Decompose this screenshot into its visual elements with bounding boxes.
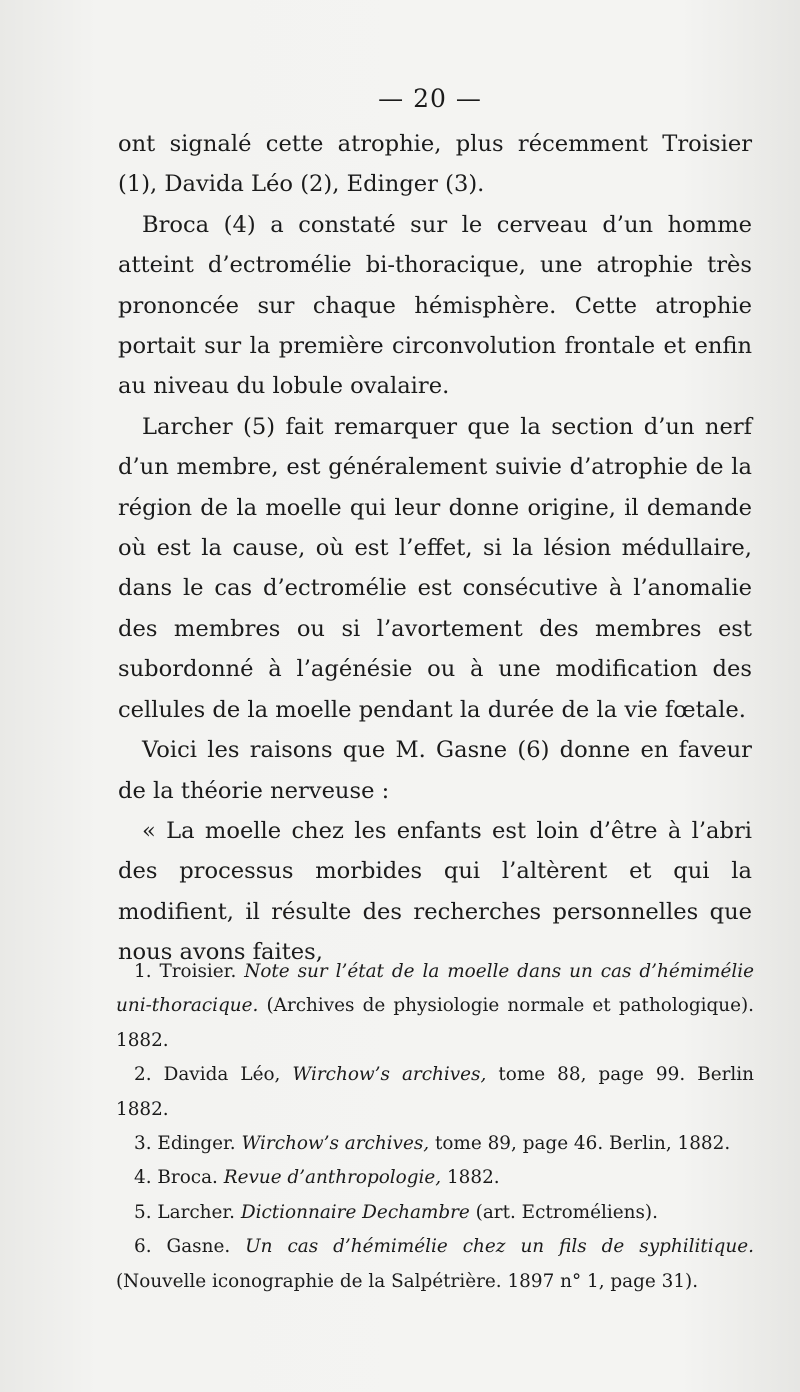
paragraph: ont signalé cette atrophie, plus récemment Troisier (1), Davida Léo (2), Edinger (3). bbox=[118, 131, 752, 198]
footnote-title: Wirchow’s archives, bbox=[241, 1133, 430, 1155]
main-text bbox=[118, 124, 752, 973]
footnote bbox=[116, 955, 754, 1058]
paragraph: Broca (4) a constaté sur le cerveau d’un homme atteint d’ectromélie bi-thoracique, une atrophie très prononcée sur chaque hémisphère. Cette atrophie portait sur la première circonvolution frontale et enfin au niveau du lobule ovalaire. bbox=[118, 211, 752, 400]
footnote bbox=[116, 1161, 754, 1195]
footnote bbox=[116, 1058, 754, 1127]
footnote-author: 1. Troisier. bbox=[134, 961, 245, 982]
footnote-source: (art. Ectroméliens). bbox=[469, 1201, 658, 1223]
footnote-author: 6. Gasne. bbox=[134, 1236, 246, 1258]
footnote-title: Note sur l’état de la moelle dans un cas d’hémimélie uni-thoracique. bbox=[116, 961, 754, 1017]
paragraph: Larcher (5) fait remarquer que la section d’un nerf d’un membre, est généralement suivie d’atrophie de la région de la moelle qui leur donne origine, il demande où est la cause, où est l’effet, si la lésion médullaire, dans le cas d’ectromélie est consécutive à l’anomalie des membres ou si l’avortement des membres est subordonné à l’agénésie ou à une modification des cellules de la moelle pendant la durée de la vie fœtale. bbox=[118, 413, 752, 723]
footnote-source: 1882. bbox=[441, 1167, 500, 1189]
paragraph: « La moelle chez les enfants est loin d’être à l’abri des processus morbides qui l’altèrent et qui la modifient, il résulte des recherches personnelles que nous avons faites, bbox=[118, 817, 752, 966]
footnote-title: Dictionnaire Dechambre bbox=[240, 1201, 470, 1223]
paragraph: Voici les raisons que M. Gasne (6) donne en faveur de la théorie nerveuse : bbox=[118, 737, 752, 804]
footnote-source: (Archives de physiologie normale et pathologique). 1882. bbox=[116, 995, 754, 1051]
page-number: — 20 — bbox=[378, 84, 482, 113]
footnote-author: 4. Broca. bbox=[134, 1167, 224, 1189]
footnote-author: 5. Larcher. bbox=[134, 1201, 241, 1223]
footnote-source: (Nouvelle iconographie de la Salpétrière. 1897 n° 1, page 31). bbox=[116, 1270, 699, 1292]
footnote-title: Wirchow’s archives, bbox=[292, 1064, 487, 1086]
footnote-author: 2. Davida Léo, bbox=[134, 1064, 293, 1086]
footnote bbox=[116, 1196, 754, 1230]
footnote bbox=[116, 1127, 754, 1161]
footnote-source: tome 89, page 46. Berlin, 1882. bbox=[429, 1133, 731, 1155]
footnote-author: 3. Edinger. bbox=[134, 1133, 242, 1155]
footnote bbox=[116, 1230, 754, 1299]
footnote-title: Un cas d’hémimélie chez un fils de syphilitique. bbox=[245, 1236, 754, 1258]
footnotes bbox=[116, 955, 754, 1299]
footnote-source: tome 88, page 99. Berlin 1882. bbox=[116, 1064, 755, 1120]
footnote-title: Revue d’anthropologie, bbox=[223, 1167, 442, 1189]
